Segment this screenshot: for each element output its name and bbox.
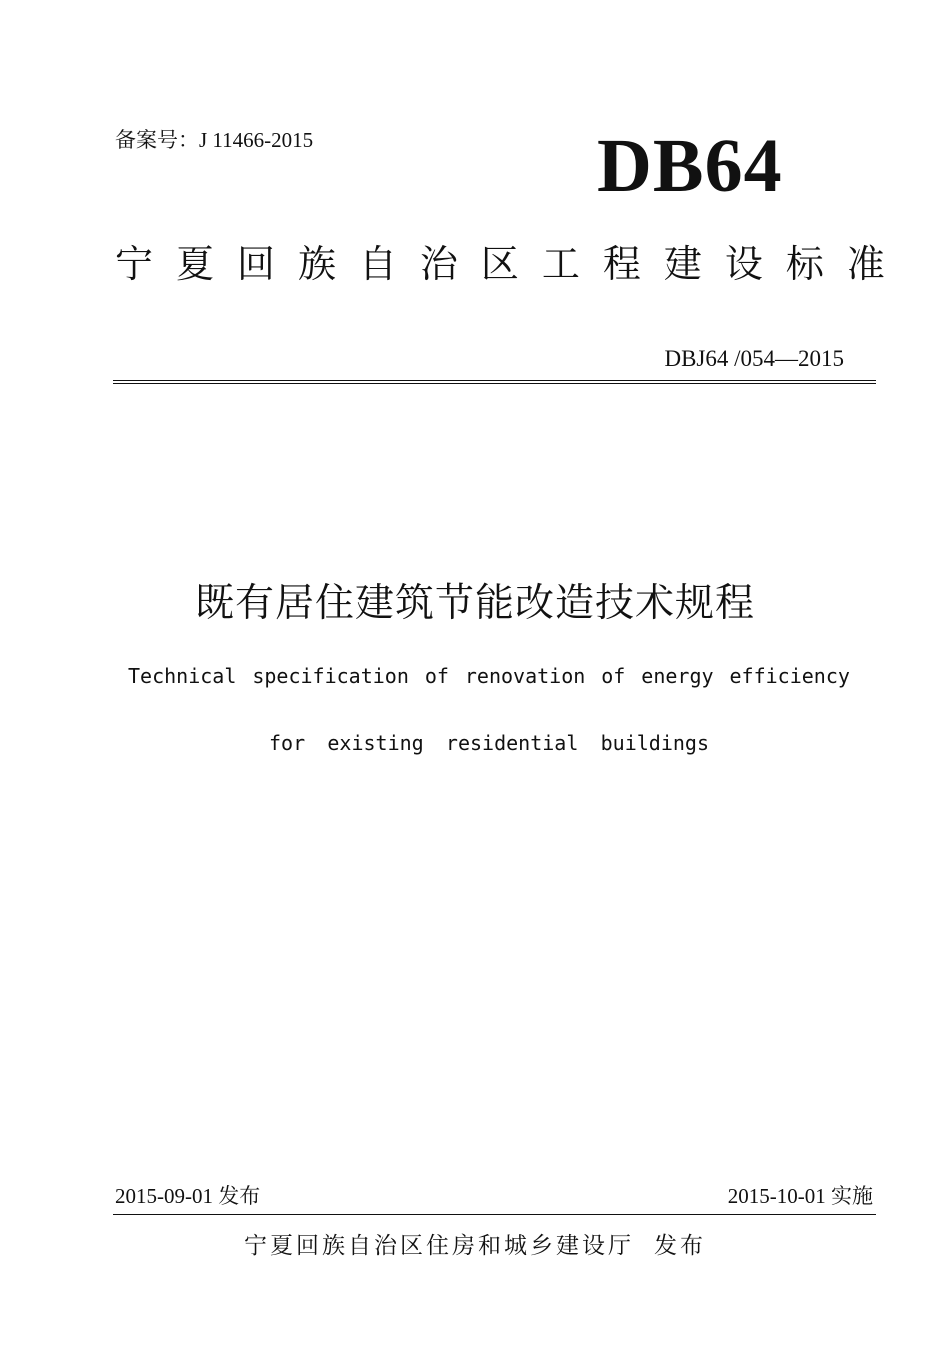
standard-type-char: 准 (846, 242, 885, 286)
record-number: 备案号：J 11466-2015 (115, 128, 314, 152)
standard-number: DBJ64 /054—2015 (664, 346, 844, 371)
publish-word: 发布 (654, 1233, 706, 1259)
header-divider-thick (113, 380, 876, 381)
standard-type-char: 建 (663, 242, 702, 286)
title-english-word: of (601, 664, 626, 688)
title-english-word: efficiency (729, 664, 850, 688)
standard-type-char: 标 (785, 242, 824, 286)
title-english-word: renovation (464, 664, 586, 688)
publisher-line (0, 1227, 950, 1260)
standard-type-char: 治 (419, 242, 458, 286)
standard-type-char: 工 (541, 242, 580, 286)
title-english-line-2 (269, 731, 709, 755)
publisher-name: 宁夏回族自治区住房和城乡建设厅 (244, 1233, 634, 1259)
title-english-word: Technical (128, 664, 237, 688)
title-english-word: buildings (600, 731, 709, 755)
title-english-line-1 (128, 664, 850, 688)
standard-type-char: 程 (602, 242, 641, 286)
issue-date: 2015-09-01 发布 (115, 1184, 261, 1208)
standard-type-char: 回 (236, 242, 275, 286)
header-divider-thin (113, 383, 876, 384)
standard-type-char: 宁 (115, 242, 154, 286)
title-english-word: energy (641, 664, 714, 688)
title-english-word: for (269, 731, 306, 755)
standard-type-char: 设 (724, 242, 763, 286)
standard-code: DB64 (597, 124, 783, 208)
standard-type-char: 族 (297, 242, 336, 286)
title-english-word: specification (252, 664, 409, 688)
standard-type-heading (115, 242, 885, 288)
title-english-word: residential (445, 731, 579, 755)
standard-type-char: 区 (480, 242, 519, 286)
standard-type-char: 自 (358, 242, 397, 286)
title-chinese: 既有居住建筑节能改造技术规程 (194, 581, 755, 626)
title-english-word: of (424, 664, 449, 688)
implementation-date: 2015-10-01 实施 (727, 1184, 873, 1208)
title-english-word: existing (327, 731, 424, 755)
footer-divider (113, 1214, 876, 1215)
standard-type-char: 夏 (175, 242, 214, 286)
